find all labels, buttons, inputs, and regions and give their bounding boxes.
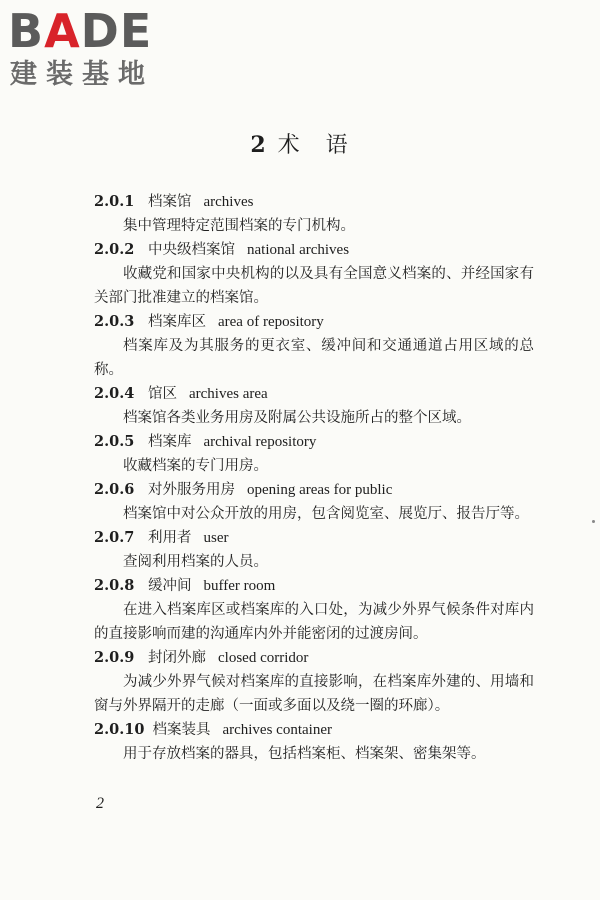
term-number: 2.0.10 [94, 721, 145, 738]
term-heading [94, 526, 534, 550]
term-chinese: 档案馆 [148, 194, 192, 210]
logo-letters-1: B [8, 4, 45, 58]
term-chinese: 档案装具 [152, 722, 211, 738]
term-number: 2.0.8 [94, 577, 135, 594]
term-chinese: 馆区 [148, 386, 177, 402]
term-heading [94, 382, 534, 406]
term-entry [94, 574, 534, 646]
term-heading [94, 574, 534, 598]
logo-wordmark [8, 4, 152, 58]
term-chinese: 封闭外廊 [148, 650, 206, 666]
page-number: 2 [96, 795, 104, 812]
logo-letter-accent: A [44, 4, 81, 58]
term-number: 2.0.4 [94, 385, 135, 402]
term-definition: 在进入档案库区或档案库的入口处，为减少外界气候条件对库内的直接影响而建的沟通库内外并能密闭的过渡房间。 [94, 602, 534, 642]
term-english: archives area [189, 386, 268, 402]
term-definition: 档案馆中对公众开放的用房，包含阅览室、展览厅、报告厅等。 [123, 506, 529, 522]
term-chinese: 利用者 [148, 530, 192, 546]
term-definition: 集中管理特定范围档案的专门机构。 [123, 218, 355, 234]
term-heading [94, 310, 534, 334]
logo-subtitle: 建装基地 [10, 59, 154, 90]
term-definition: 用于存放档案的器具，包括档案柜、档案架、密集架等。 [123, 746, 486, 762]
term-chinese: 对外服务用房 [148, 482, 235, 498]
term-number: 2.0.7 [94, 529, 135, 546]
chapter-title-part1: 术 [277, 133, 302, 158]
term-entry [94, 238, 534, 310]
term-heading [94, 478, 534, 502]
term-english: closed corridor [218, 650, 309, 666]
term-number: 2.0.1 [94, 193, 135, 210]
term-number: 2.0.3 [94, 313, 135, 330]
term-chinese: 档案库区 [148, 314, 206, 330]
term-definition: 收藏档案的专门用房。 [123, 458, 268, 474]
term-definition: 为减少外界气候对档案库的直接影响，在档案库外建的、用墙和窗与外界隔开的走廊（一面或多面以及绕一圈的环廊）。 [94, 674, 534, 714]
term-entry [94, 718, 534, 766]
term-definition: 收藏党和国家中央机构的以及具有全国意义档案的、并经国家有关部门批准建立的档案馆。 [94, 266, 534, 306]
term-entry [94, 382, 534, 430]
term-english: user [203, 530, 229, 546]
term-english: area of repository [218, 314, 324, 330]
term-heading [94, 646, 534, 670]
term-english: archives [203, 194, 254, 210]
logo [8, 4, 178, 96]
term-heading [94, 238, 534, 262]
scan-speck [592, 520, 595, 523]
chapter-title-part2: 语 [325, 133, 350, 158]
term-heading [94, 718, 534, 742]
term-chinese: 档案库 [148, 434, 192, 450]
term-english: buffer room [203, 578, 276, 594]
term-entry [94, 646, 534, 718]
term-definition: 查阅利用档案的人员。 [123, 554, 268, 570]
term-number: 2.0.6 [94, 481, 135, 498]
term-definition: 档案库及为其服务的更衣室、缓冲间和交通通道占用区域的总称。 [94, 338, 534, 378]
term-definition: 档案馆各类业务用房及附属公共设施所占的整个区域。 [123, 410, 471, 426]
chapter-title [0, 128, 600, 159]
term-english: opening areas for public [247, 482, 393, 498]
term-entry [94, 430, 534, 478]
term-english: national archives [247, 242, 350, 258]
chapter-number: 2 [250, 132, 268, 158]
terms-list [94, 190, 534, 766]
logo-letters-2: DE [80, 4, 153, 58]
term-english: archives container [222, 722, 332, 738]
term-entry [94, 478, 534, 526]
term-heading [94, 430, 534, 454]
term-number: 2.0.5 [94, 433, 135, 450]
term-number: 2.0.9 [94, 649, 135, 666]
term-chinese: 缓冲间 [148, 578, 192, 594]
term-heading [94, 190, 534, 214]
term-number: 2.0.2 [94, 241, 135, 258]
term-chinese: 中央级档案馆 [148, 242, 235, 258]
term-entry [94, 526, 534, 574]
term-entry [94, 190, 534, 238]
term-english: archival repository [203, 434, 317, 450]
term-entry [94, 310, 534, 382]
